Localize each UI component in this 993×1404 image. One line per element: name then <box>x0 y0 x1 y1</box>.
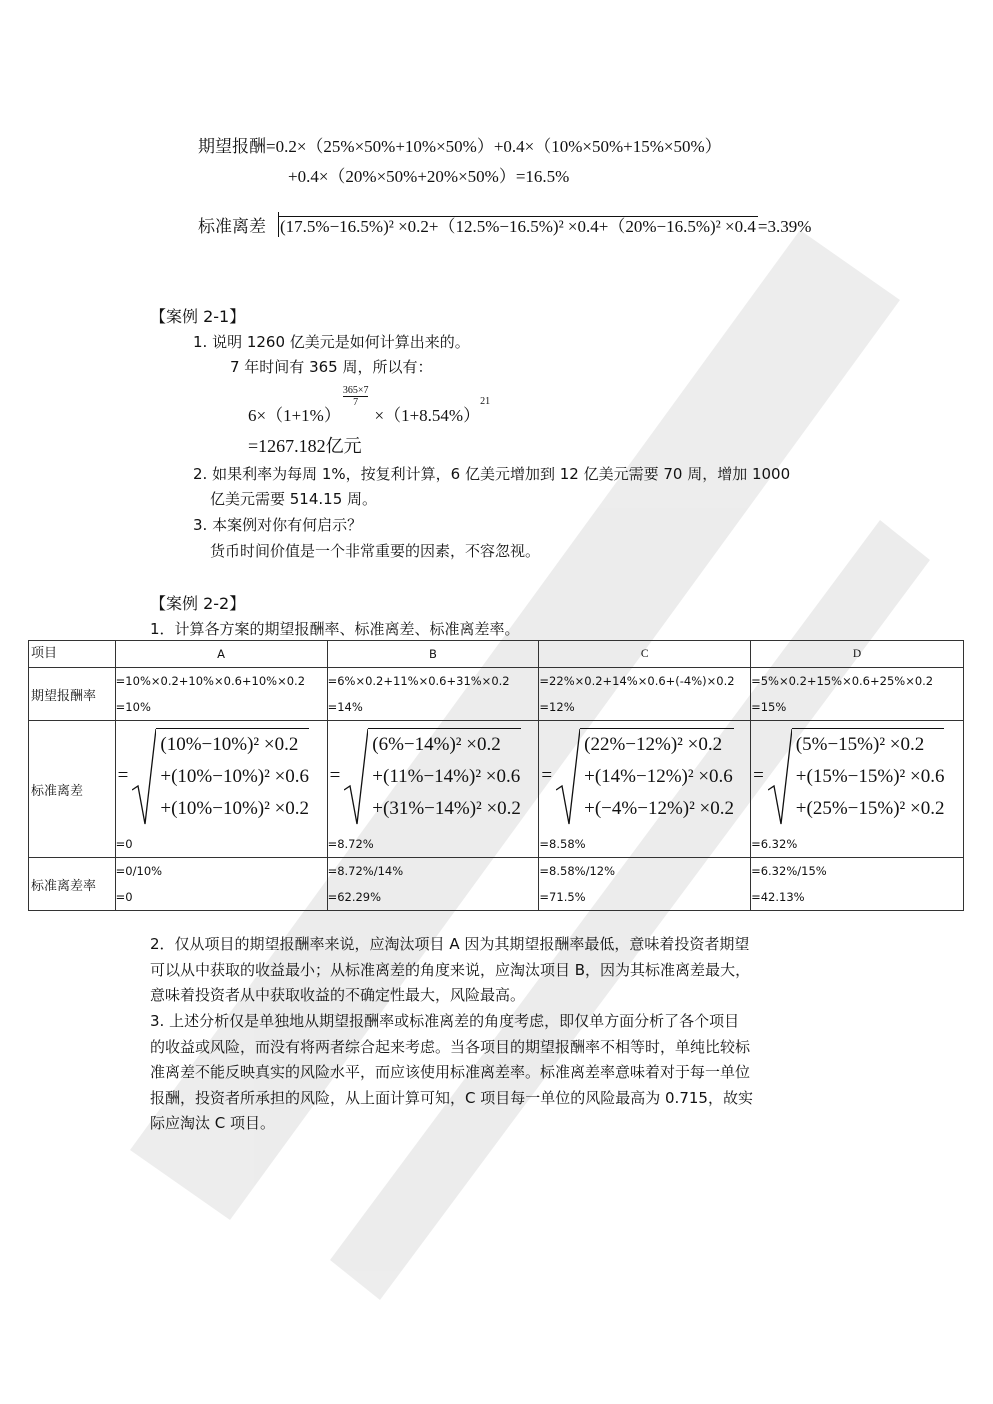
cell-std-d <box>751 721 964 858</box>
expected-result-c: =12% <box>539 700 575 714</box>
exponent-denominator: 7 <box>353 397 359 408</box>
std-result-c: =8.58% <box>539 837 586 851</box>
header-d: D <box>751 641 964 668</box>
case-2-1-formula <box>248 385 490 425</box>
expected-formula-c: =22%×0.2+14%×0.6+(-4%)×0.2 <box>539 674 735 688</box>
analysis-paragraph-3 <box>150 1009 850 1137</box>
std-result-d: =6.32% <box>751 837 798 851</box>
table-row-cv <box>29 858 964 911</box>
std-eq-b: = <box>329 765 341 786</box>
cell-cv-b <box>327 858 539 911</box>
p3-line1: 3. 上述分析仅是单独地从期望报酬率或标准离差的角度考虑，即仅单方面分析了各个项目 <box>150 1012 740 1030</box>
p3-line5: 际应淘汰 C 项目。 <box>150 1114 276 1132</box>
case-2-2-title: 【案例 2-2】 <box>150 594 246 613</box>
case-2-1-title: 【案例 2-1】 <box>150 307 246 326</box>
std-term-a2: +(10%−10%)² ×0.6 <box>160 765 310 787</box>
case-2-1-q3: 3. 本案例对你有何启示？ <box>193 516 363 534</box>
radical-c <box>556 728 734 825</box>
std-term-a1: (10%−10%)² ×0.2 <box>160 733 299 755</box>
std-term-b3: +(31%−14%)² ×0.2 <box>372 797 521 819</box>
cv-formula-d: =6.32%/15% <box>751 864 827 878</box>
p3-line4: 报酬，投资者所承担的风险，从上面计算可知，C 项目每一单位的风险最高为 0.715，故实 <box>150 1088 753 1107</box>
std-term-d2: +(15%−15%)² ×0.6 <box>795 765 945 787</box>
radical-d <box>768 728 945 825</box>
std-term-a3: +(10%−10%)² ×0.2 <box>160 797 310 819</box>
std-term-c2: +(14%−12%)² ×0.6 <box>584 765 733 787</box>
cv-result-c: =71.5% <box>539 890 586 904</box>
cv-formula-c: =8.58%/12% <box>539 864 616 878</box>
cv-formula-a: =0/10% <box>115 864 163 878</box>
case-2-1-result: =1267.182亿元 <box>248 436 362 456</box>
std-result-b: =8.72% <box>327 837 374 851</box>
expected-result-a: =10% <box>115 700 151 714</box>
radical-sign-c <box>556 728 580 826</box>
expected-result-b: =14% <box>327 700 363 714</box>
case-2-1-q1: 1. 说明 1260 亿美元是如何计算出来的。 <box>193 333 470 351</box>
expected-formula-b: =6%×0.2+11%×0.6+31%×0.2 <box>327 674 510 688</box>
exponent-numerator: 365×7 <box>342 385 369 396</box>
expected-result-d: =15% <box>751 700 787 714</box>
case-2-2-q1: 1．计算各方案的期望报酬率、标准离差、标准离差率。 <box>150 620 520 638</box>
header-project: 项目 <box>29 641 116 668</box>
cell-expected-d <box>751 668 964 721</box>
case-2-1-q3-answer: 货币时间价值是一个非常重要的因素，不容忽视。 <box>210 542 541 560</box>
case-2-1-q1-line2: 7 年时间有 365 周，所以有： <box>230 358 433 376</box>
cv-result-d: =42.13% <box>751 890 805 904</box>
p3-line3: 准离差不能反映真实的风险水平，而应该使用标准离差率。标准离差率意味着对于每一单位 <box>150 1063 751 1081</box>
cell-expected-a <box>115 668 327 721</box>
header-b: B <box>327 641 539 668</box>
radical-sign-a <box>132 728 156 826</box>
cell-std-a <box>115 721 327 858</box>
table-row-std <box>29 721 964 858</box>
cell-expected-c <box>539 668 751 721</box>
cell-cv-a <box>115 858 327 911</box>
p3-line2: 的收益或风险，而没有将两者综合起来考虑。当各项目的期望报酬率不相等时，单纯比较标 <box>150 1037 751 1056</box>
project-table <box>28 640 964 911</box>
formula-tail: ×（1+8.54%） <box>374 406 481 425</box>
stddev-formula <box>198 212 811 237</box>
row-label-std: 标准离差 <box>29 721 116 858</box>
formula-tail-exp: 21 <box>480 396 491 408</box>
std-eq-d: = <box>753 765 764 786</box>
stddev-label: 标准离差 <box>198 217 266 236</box>
std-eq-c: = <box>541 765 553 786</box>
std-term-d3: +(25%−15%)² ×0.2 <box>795 797 945 819</box>
formula-exponent <box>343 385 369 408</box>
case-2-1-q2-line2: 亿美元需要 514.15 周。 <box>210 490 378 508</box>
radical-b <box>344 728 521 825</box>
header-a: A <box>115 641 327 668</box>
formula-base: 6×（1+1%） <box>248 406 341 425</box>
std-eq-a: = <box>117 765 129 786</box>
std-term-d1: (5%−15%)² ×0.2 <box>795 733 925 755</box>
case-2-1-q2-line1: 2. 如果利率为每周 1%，按复利计算，6 亿美元增加到 12 亿美元需要 70 周，增加 1000 <box>193 465 791 483</box>
stddev-result: =3.39% <box>757 217 812 236</box>
expected-formula-d: =5%×0.2+15%×0.6+25%×0.2 <box>751 674 934 688</box>
cell-cv-c <box>539 858 751 911</box>
cell-expected-b <box>327 668 539 721</box>
row-label-expected: 期望报酬率 <box>29 668 116 721</box>
table-header-row <box>29 641 964 668</box>
std-term-b2: +(11%−14%)² ×0.6 <box>372 765 521 787</box>
p2-line1: 2．仅从项目的期望报酬率来说，应淘汰项目 A 因为其期望报酬率最低，意味着投资者期望 <box>150 935 750 953</box>
std-term-c1: (22%−12%)² ×0.2 <box>584 733 723 755</box>
cell-std-b <box>327 721 539 858</box>
radical-sign-d <box>768 728 792 826</box>
p2-line2: 可以从中获取的收益最小；从标准离差的角度来说，应淘汰项目 B，因为其标准离差最大， <box>150 960 751 979</box>
row-label-cv: 标准离差率 <box>29 858 116 911</box>
cell-std-c <box>539 721 751 858</box>
radical-sign-b <box>344 728 368 826</box>
analysis-paragraph-2 <box>150 932 850 1009</box>
cv-result-a: =0 <box>115 890 133 904</box>
cell-cv-d <box>751 858 964 911</box>
std-term-b1: (6%−14%)² ×0.2 <box>372 733 501 755</box>
table-row-expected <box>29 668 964 721</box>
cv-formula-b: =8.72%/14% <box>327 864 404 878</box>
stddev-radicand: (17.5%−16.5%)² ×0.2+（12.5%−16.5%)² ×0.4+（20%−16.5%)² ×0.4 <box>280 217 756 236</box>
cv-result-b: =62.29% <box>327 890 382 904</box>
header-c: C <box>539 641 751 668</box>
expected-formula-a: =10%×0.2+10%×0.6+10%×0.2 <box>115 674 306 688</box>
radical-a <box>132 728 309 825</box>
expected-return-line2: +0.4×（20%×50%+20%×50%）=16.5% <box>288 167 570 186</box>
expected-return-line1: 期望报酬=0.2×（25%×50%+10%×50%）+0.4×（10%×50%+15%×50%） <box>198 137 722 156</box>
std-term-c3: +(−4%−12%)² ×0.2 <box>584 797 735 819</box>
std-result-a: =0 <box>115 837 133 851</box>
p2-line3: 意味着投资者从中获取收益的不确定性最大，风险最高。 <box>150 986 526 1004</box>
